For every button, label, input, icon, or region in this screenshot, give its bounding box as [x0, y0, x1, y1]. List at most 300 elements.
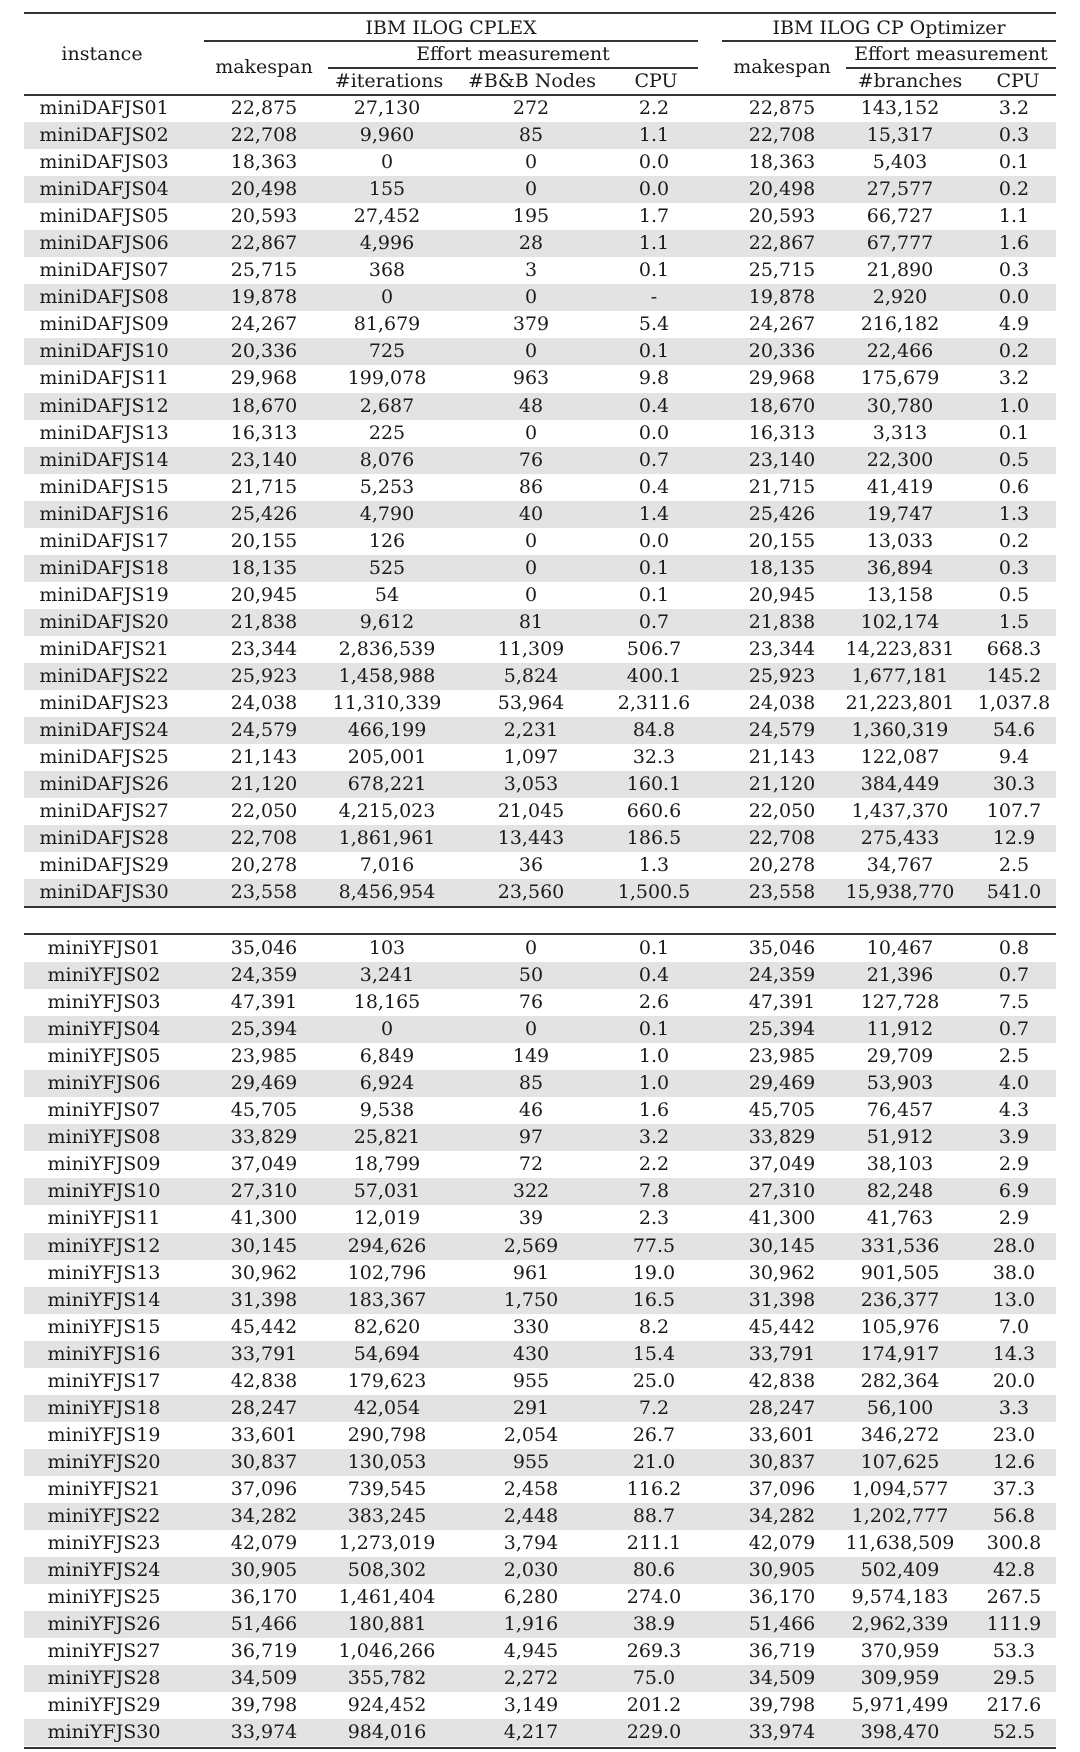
cell-cplex-cpu: 0.1: [638, 583, 670, 606]
table-row: [24, 474, 1056, 501]
cell-cp-branches: 398,470: [860, 1721, 940, 1744]
cell-cplex-bb-nodes: 23,560: [497, 881, 565, 904]
cell-cplex-bb-nodes: 0: [524, 151, 538, 174]
cell-cplex-makespan: 30,145: [230, 1234, 298, 1257]
cell-cp-branches: 143,152: [860, 97, 940, 119]
cell-instance: miniYFJS19: [47, 1423, 161, 1446]
cell-cplex-bb-nodes: 272: [512, 97, 550, 119]
cell-cplex-makespan: 37,049: [230, 1153, 298, 1176]
cell-cplex-makespan: 21,143: [230, 746, 298, 769]
cell-cplex-cpu: 84.8: [632, 719, 676, 742]
cell-cp-makespan: 29,469: [748, 1072, 816, 1095]
cell-cplex-iterations: 81,679: [353, 313, 421, 336]
cell-instance: miniYFJS15: [47, 1315, 161, 1338]
cell-cp-cpu: 1.1: [998, 205, 1030, 228]
cell-cplex-cpu: 2.2: [638, 97, 670, 119]
table-row: [24, 1043, 1056, 1070]
cell-instance: miniYFJS13: [47, 1261, 161, 1284]
cell-cplex-makespan: 25,394: [230, 1018, 298, 1041]
cell-cplex-iterations: 103: [368, 937, 406, 959]
cell-cp-branches: 282,364: [860, 1369, 940, 1392]
cell-instance: miniDAFJS21: [39, 637, 169, 660]
table-row: [24, 447, 1056, 474]
cell-cplex-bb-nodes: 85: [518, 124, 544, 147]
cell-cp-cpu: 4.3: [998, 1099, 1030, 1122]
cell-cplex-bb-nodes: 2,569: [503, 1234, 559, 1257]
cell-cplex-cpu: 0.1: [638, 937, 670, 959]
cell-instance: miniDAFJS01: [39, 97, 169, 119]
cell-instance: miniYFJS06: [47, 1072, 161, 1095]
cell-cplex-cpu: 2.3: [638, 1207, 670, 1230]
cell-instance: miniDAFJS05: [39, 205, 169, 228]
cell-cplex-makespan: 30,962: [230, 1261, 298, 1284]
cell-cplex-bb-nodes: 2,030: [503, 1559, 559, 1582]
cell-instance: miniYFJS17: [47, 1369, 161, 1392]
cell-cplex-cpu: 400.1: [626, 664, 682, 687]
cell-cp-branches: 51,912: [866, 1126, 934, 1149]
table-row: [24, 393, 1056, 420]
cell-instance: miniYFJS27: [47, 1640, 161, 1663]
cell-cp-branches: 370,959: [860, 1640, 940, 1663]
cell-cplex-bb-nodes: 3: [524, 259, 538, 282]
cell-instance: miniYFJS20: [47, 1450, 161, 1473]
cell-instance: miniDAFJS14: [39, 448, 169, 471]
cp-group-underline: [722, 40, 1056, 42]
cell-cplex-cpu: 38.9: [632, 1613, 676, 1636]
cell-cplex-makespan: 28,247: [230, 1396, 298, 1419]
header-cpu-cp: CPU: [996, 70, 1040, 92]
cell-cplex-makespan: 22,708: [230, 827, 298, 850]
cell-cp-branches: 38,103: [866, 1153, 934, 1176]
cell-cp-branches: 30,780: [866, 394, 934, 417]
cell-cplex-cpu: 25.0: [632, 1369, 676, 1392]
cell-cp-makespan: 21,715: [748, 475, 816, 498]
cell-cp-makespan: 25,715: [748, 259, 816, 282]
table-row: [24, 1422, 1056, 1449]
cell-cplex-makespan: 27,310: [230, 1180, 298, 1203]
cell-cplex-iterations: 155: [368, 178, 406, 201]
table-row: [24, 122, 1056, 149]
cell-cp-branches: 22,466: [866, 340, 934, 363]
cell-instance: miniDAFJS17: [39, 529, 169, 552]
section-1-bottom-rule: [24, 906, 1056, 908]
cell-cplex-bb-nodes: 4,217: [503, 1721, 559, 1744]
cell-cplex-cpu: 0.4: [638, 475, 670, 498]
cell-cp-makespan: 33,601: [748, 1423, 816, 1446]
cell-cp-branches: 5,971,499: [851, 1694, 949, 1717]
cell-cp-cpu: 37.3: [992, 1477, 1036, 1500]
cell-cplex-iterations: 6,924: [359, 1072, 415, 1095]
cell-instance: miniDAFJS16: [39, 502, 169, 525]
cell-cp-branches: 127,728: [860, 991, 940, 1014]
table-row: [24, 1368, 1056, 1395]
cell-cplex-iterations: 130,053: [347, 1450, 427, 1473]
cell-cp-cpu: 23.0: [992, 1423, 1036, 1446]
cell-cp-makespan: 28,247: [748, 1396, 816, 1419]
cell-cp-cpu: 300.8: [986, 1532, 1042, 1555]
cell-cplex-cpu: 0.4: [638, 964, 670, 987]
table-row: [24, 420, 1056, 447]
cell-cp-cpu: 1.3: [998, 502, 1030, 525]
cell-cp-makespan: 23,140: [748, 448, 816, 471]
cell-cplex-makespan: 20,336: [230, 340, 298, 363]
cell-instance: miniYFJS28: [47, 1667, 161, 1690]
cell-cplex-iterations: 4,790: [359, 502, 415, 525]
cell-cplex-makespan: 30,837: [230, 1450, 298, 1473]
cell-cp-cpu: 7.5: [998, 991, 1030, 1014]
cell-cp-makespan: 29,968: [748, 367, 816, 390]
table-row: [24, 1341, 1056, 1368]
cell-cp-cpu: 0.7: [998, 1018, 1030, 1041]
table-row: [24, 528, 1056, 555]
cell-cplex-iterations: 82,620: [353, 1315, 421, 1338]
cell-cplex-bb-nodes: 291: [512, 1396, 550, 1419]
cell-cp-cpu: 3.9: [998, 1126, 1030, 1149]
cell-cp-cpu: 0.2: [998, 178, 1030, 201]
cell-instance: miniDAFJS04: [39, 178, 169, 201]
table-row: [24, 176, 1056, 203]
cell-cplex-makespan: 35,046: [230, 937, 298, 959]
table-row: [24, 935, 1056, 962]
cell-cp-cpu: 267.5: [986, 1586, 1042, 1609]
cell-cplex-iterations: 12,019: [353, 1207, 421, 1230]
cell-cplex-bb-nodes: 1,750: [503, 1288, 559, 1311]
cell-cplex-makespan: 22,050: [230, 800, 298, 823]
cell-cplex-bb-nodes: 955: [512, 1450, 550, 1473]
cell-instance: miniYFJS05: [47, 1045, 161, 1068]
cell-cplex-iterations: 1,458,988: [338, 664, 436, 687]
cell-cp-makespan: 23,558: [748, 881, 816, 904]
cell-cplex-cpu: 1.0: [638, 1045, 670, 1068]
cell-cplex-makespan: 25,426: [230, 502, 298, 525]
cell-cp-cpu: 0.3: [998, 259, 1030, 282]
cell-cplex-cpu: 0.0: [638, 529, 670, 552]
table-row: [24, 1557, 1056, 1584]
table-row: [24, 962, 1056, 989]
cell-cp-cpu: 2.9: [998, 1153, 1030, 1176]
cell-instance: miniYFJS18: [47, 1396, 161, 1419]
cell-cplex-iterations: 179,623: [347, 1369, 427, 1392]
table-row: [24, 582, 1056, 609]
cell-cplex-iterations: 126: [368, 529, 406, 552]
cell-cp-makespan: 18,135: [748, 556, 816, 579]
cell-cplex-makespan: 23,985: [230, 1045, 298, 1068]
cell-cplex-bb-nodes: 0: [524, 340, 538, 363]
header-iterations: #iterations: [334, 70, 444, 92]
cell-cp-branches: 10,467: [866, 937, 934, 959]
cell-cp-cpu: 0.1: [998, 151, 1030, 174]
cell-cp-cpu: 29.5: [992, 1667, 1036, 1690]
table-row: [24, 203, 1056, 230]
cell-cplex-makespan: 36,719: [230, 1640, 298, 1663]
cell-cplex-iterations: 54: [374, 583, 400, 606]
cell-cplex-bb-nodes: 3,053: [503, 773, 559, 796]
cell-cplex-makespan: 41,300: [230, 1207, 298, 1230]
cell-cp-cpu: 13.0: [992, 1288, 1036, 1311]
cell-cplex-iterations: 1,046,266: [338, 1640, 436, 1663]
cell-cplex-iterations: 368: [368, 259, 406, 282]
cell-cp-branches: 56,100: [866, 1396, 934, 1419]
cell-cplex-cpu: 77.5: [632, 1234, 676, 1257]
cell-cp-makespan: 34,509: [748, 1667, 816, 1690]
table-row: [24, 717, 1056, 744]
cell-cplex-iterations: 383,245: [347, 1504, 427, 1527]
cell-cp-branches: 15,938,770: [845, 881, 955, 904]
cell-cplex-bb-nodes: 86: [518, 475, 544, 498]
cell-cplex-bb-nodes: 53,964: [497, 692, 565, 715]
cell-cplex-iterations: 6,849: [359, 1045, 415, 1068]
cell-instance: miniDAFJS24: [39, 719, 169, 742]
cell-cplex-iterations: 0: [380, 151, 394, 174]
cell-instance: miniDAFJS03: [39, 151, 169, 174]
header-bb-nodes: #B&B Nodes: [467, 70, 597, 92]
cell-cp-makespan: 22,708: [748, 827, 816, 850]
header-effort-cplex: Effort measurement: [416, 43, 610, 65]
cell-cp-branches: 275,433: [860, 827, 940, 850]
cell-cplex-bb-nodes: 81: [518, 610, 544, 633]
header-effort-cp: Effort measurement: [854, 43, 1048, 65]
cell-cplex-cpu: 8.2: [638, 1315, 670, 1338]
cell-cplex-bb-nodes: 2,054: [503, 1423, 559, 1446]
cell-cplex-cpu: 32.3: [632, 746, 676, 769]
cell-cp-makespan: 33,791: [748, 1342, 816, 1365]
table-row: [24, 663, 1056, 690]
cell-cplex-cpu: 1.7: [638, 205, 670, 228]
cell-instance: miniYFJS04: [47, 1018, 161, 1041]
cell-cp-branches: 2,962,339: [851, 1613, 949, 1636]
cell-cplex-makespan: 22,875: [230, 97, 298, 119]
cell-cp-cpu: 53.3: [992, 1640, 1036, 1663]
cell-cplex-cpu: 0.0: [638, 178, 670, 201]
cell-cp-branches: 105,976: [860, 1315, 940, 1338]
cell-cplex-makespan: 45,442: [230, 1315, 298, 1338]
cell-cplex-bb-nodes: 76: [518, 448, 544, 471]
cell-cp-cpu: 1.0: [998, 394, 1030, 417]
cplex-effort-underline: [328, 67, 698, 69]
cell-cplex-bb-nodes: 149: [512, 1045, 550, 1068]
cell-instance: miniYFJS29: [47, 1694, 161, 1717]
cell-cp-cpu: 30.3: [992, 773, 1036, 796]
cell-cplex-makespan: 20,155: [230, 529, 298, 552]
cell-cplex-cpu: 201.2: [626, 1694, 682, 1717]
cell-cplex-iterations: 54,694: [353, 1342, 421, 1365]
header-instance: instance: [61, 43, 143, 65]
cell-cp-branches: 67,777: [866, 232, 934, 255]
cell-cp-cpu: 14.3: [992, 1342, 1036, 1365]
cell-cplex-iterations: 180,881: [347, 1613, 427, 1636]
cell-cplex-bb-nodes: 46: [518, 1099, 544, 1122]
table-row: [24, 1692, 1056, 1719]
cell-cplex-makespan: 33,791: [230, 1342, 298, 1365]
cell-instance: miniYFJS23: [47, 1532, 161, 1555]
cell-cp-branches: 15,317: [866, 124, 934, 147]
cell-cp-makespan: 30,837: [748, 1450, 816, 1473]
cell-cplex-cpu: 229.0: [626, 1721, 682, 1744]
cell-cplex-makespan: 20,593: [230, 205, 298, 228]
cell-cplex-bb-nodes: 0: [524, 583, 538, 606]
table-row: [24, 636, 1056, 663]
cell-cp-branches: 41,419: [866, 475, 934, 498]
cell-instance: miniDAFJS07: [39, 259, 169, 282]
cell-cp-branches: 11,638,509: [845, 1532, 955, 1555]
cell-cp-makespan: 41,300: [748, 1207, 816, 1230]
cell-cp-branches: 27,577: [866, 178, 934, 201]
table-row: [24, 555, 1056, 582]
cell-cplex-bb-nodes: 330: [512, 1315, 550, 1338]
cell-cplex-bb-nodes: 13,443: [497, 827, 565, 850]
cell-cp-branches: 2,920: [872, 286, 928, 309]
cell-cplex-iterations: 4,215,023: [338, 800, 436, 823]
cell-cplex-cpu: 0.1: [638, 556, 670, 579]
cell-cplex-makespan: 24,579: [230, 719, 298, 742]
cell-cplex-cpu: 88.7: [632, 1504, 676, 1527]
table-row: [24, 311, 1056, 338]
cell-cplex-makespan: 18,670: [230, 394, 298, 417]
cell-cplex-iterations: 1,461,404: [338, 1586, 436, 1609]
cell-cp-branches: 107,625: [860, 1450, 940, 1473]
cell-cplex-bb-nodes: 1,097: [503, 746, 559, 769]
table-row: [24, 609, 1056, 636]
cell-cplex-makespan: 20,498: [230, 178, 298, 201]
cell-cplex-cpu: 7.8: [638, 1180, 670, 1203]
cell-cplex-makespan: 25,715: [230, 259, 298, 282]
cell-cplex-iterations: 102,796: [347, 1261, 427, 1284]
cell-cplex-makespan: 33,974: [230, 1721, 298, 1744]
cell-cp-branches: 11,912: [866, 1018, 934, 1041]
cell-cplex-iterations: 9,538: [359, 1099, 415, 1122]
cell-cplex-bb-nodes: 3,794: [503, 1532, 559, 1555]
cell-cplex-iterations: 678,221: [347, 773, 427, 796]
cell-cplex-cpu: 2.6: [638, 991, 670, 1014]
cell-instance: miniDAFJS28: [39, 827, 169, 850]
table-row: [24, 149, 1056, 176]
cell-cp-branches: 236,377: [860, 1288, 940, 1311]
cell-cplex-iterations: 27,452: [353, 205, 421, 228]
cell-cplex-makespan: 23,558: [230, 881, 298, 904]
header-cpu-cplex: CPU: [634, 70, 678, 92]
cell-cp-branches: 29,709: [866, 1045, 934, 1068]
cell-cplex-cpu: 506.7: [626, 637, 682, 660]
table-row: [24, 1530, 1056, 1557]
cell-cp-branches: 331,536: [860, 1234, 940, 1257]
cell-cplex-iterations: 9,612: [359, 610, 415, 633]
cell-cp-makespan: 21,120: [748, 773, 816, 796]
cell-cplex-cpu: 269.3: [626, 1640, 682, 1663]
cell-cplex-makespan: 47,391: [230, 991, 298, 1014]
cell-cp-makespan: 24,359: [748, 964, 816, 987]
cell-cplex-bb-nodes: 1,916: [503, 1613, 559, 1636]
table-row: [24, 1097, 1056, 1124]
cell-cp-cpu: 0.2: [998, 529, 1030, 552]
table-row: [24, 1233, 1056, 1260]
cell-cp-branches: 21,890: [866, 259, 934, 282]
cell-instance: miniDAFJS15: [39, 475, 169, 498]
cell-cp-cpu: 1,037.8: [977, 692, 1051, 715]
cell-cplex-cpu: 19.0: [632, 1261, 676, 1284]
cell-cplex-makespan: 16,313: [230, 421, 298, 444]
cell-cp-makespan: 36,719: [748, 1640, 816, 1663]
cell-cplex-bb-nodes: 322: [512, 1180, 550, 1203]
cell-cplex-iterations: 225: [368, 421, 406, 444]
cell-instance: miniDAFJS20: [39, 610, 169, 633]
top-rule: [24, 12, 1056, 14]
cell-cp-branches: 174,917: [860, 1342, 940, 1365]
cell-cp-branches: 1,202,777: [851, 1504, 949, 1527]
cell-cplex-cpu: 1.3: [638, 854, 670, 877]
cell-cplex-bb-nodes: 379: [512, 313, 550, 336]
table-row: [24, 1395, 1056, 1422]
cell-cp-branches: 36,894: [866, 556, 934, 579]
cell-cplex-iterations: 4,996: [359, 232, 415, 255]
table-row: [24, 852, 1056, 879]
cell-cplex-iterations: 290,798: [347, 1423, 427, 1446]
yfjs-rows: [24, 935, 1056, 1746]
cell-cp-cpu: 1.6: [998, 232, 1030, 255]
cell-cp-cpu: 4.9: [998, 313, 1030, 336]
cell-cplex-cpu: 5.4: [638, 313, 670, 336]
cell-cp-makespan: 33,974: [748, 1721, 816, 1744]
cell-cp-branches: 22,300: [866, 448, 934, 471]
cell-cplex-makespan: 34,509: [230, 1667, 298, 1690]
cell-instance: miniDAFJS06: [39, 232, 169, 255]
cell-instance: miniYFJS21: [47, 1477, 161, 1500]
table-row: [24, 1638, 1056, 1665]
cell-cplex-cpu: 1.4: [638, 502, 670, 525]
cell-cplex-makespan: 29,968: [230, 367, 298, 390]
table-row: [24, 879, 1056, 906]
cell-cp-makespan: 21,143: [748, 746, 816, 769]
cell-instance: miniYFJS30: [47, 1721, 161, 1744]
cell-cp-branches: 21,396: [866, 964, 934, 987]
cell-cp-cpu: 541.0: [986, 881, 1042, 904]
cell-cplex-cpu: 0.7: [638, 448, 670, 471]
header-group-cplex: IBM ILOG CPLEX: [365, 17, 537, 39]
cell-cp-makespan: 22,708: [748, 124, 816, 147]
cell-cp-makespan: 45,705: [748, 1099, 816, 1122]
cell-cp-cpu: 9.4: [998, 746, 1030, 769]
cell-cp-cpu: 111.9: [986, 1613, 1042, 1636]
cell-cp-branches: 13,033: [866, 529, 934, 552]
cell-cp-cpu: 0.7: [998, 964, 1030, 987]
cell-cp-cpu: 3.3: [998, 1396, 1030, 1419]
cell-cp-branches: 102,174: [860, 610, 940, 633]
table-row: [24, 1260, 1056, 1287]
table-row: [24, 744, 1056, 771]
cell-instance: miniDAFJS30: [39, 881, 169, 904]
dafjs-rows: [24, 95, 1056, 906]
cell-cplex-makespan: 30,905: [230, 1559, 298, 1582]
cell-cplex-cpu: 2,311.6: [617, 692, 691, 715]
cell-cplex-bb-nodes: 4,945: [503, 1640, 559, 1663]
cell-cplex-bb-nodes: 11,309: [497, 637, 565, 660]
table-row: [24, 1178, 1056, 1205]
cell-cp-branches: 1,437,370: [851, 800, 949, 823]
cell-cp-makespan: 19,878: [748, 286, 816, 309]
cell-cplex-bb-nodes: 6,280: [503, 1586, 559, 1609]
cell-cplex-iterations: 18,799: [353, 1153, 421, 1176]
cell-cplex-bb-nodes: 50: [518, 964, 544, 987]
cell-cp-cpu: 668.3: [986, 637, 1042, 660]
cell-cp-makespan: 47,391: [748, 991, 816, 1014]
cell-instance: miniYFJS12: [47, 1234, 161, 1257]
cell-instance: miniDAFJS02: [39, 124, 169, 147]
table-row: [24, 798, 1056, 825]
cell-cplex-bb-nodes: 36: [518, 854, 544, 877]
cell-cplex-iterations: 2,836,539: [338, 637, 436, 660]
table-row: [24, 1205, 1056, 1232]
cell-cplex-bb-nodes: 76: [518, 991, 544, 1014]
cell-cp-makespan: 39,798: [748, 1694, 816, 1717]
